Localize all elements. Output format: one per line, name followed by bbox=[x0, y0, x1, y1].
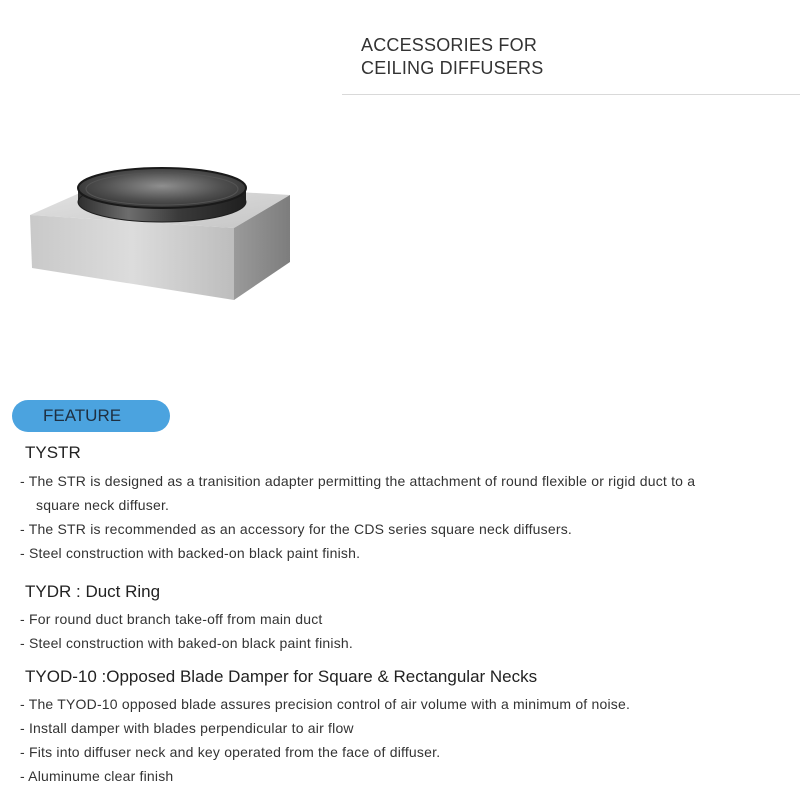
tydr-bullet-2: - Steel construction with baked-on black paint finish. bbox=[20, 635, 353, 651]
square-to-round-adapter-icon bbox=[22, 150, 302, 310]
tyod-bullet-2: - Install damper with blades perpendicular to air flow bbox=[20, 720, 354, 736]
feature-label: FEATURE bbox=[43, 406, 122, 425]
header-divider bbox=[342, 94, 800, 95]
section-title-tystr: TYSTR bbox=[25, 443, 81, 462]
tystr-bullet-1-continued: square neck diffuser. bbox=[36, 497, 170, 513]
tydr-bullet-1: - For round duct branch take-off from main duct bbox=[20, 611, 323, 627]
tystr-bullet-2: - The STR is recommended as an accessory for the CDS series square neck diffusers. bbox=[20, 521, 572, 537]
tyod-bullet-4: - Aluminume clear finish bbox=[20, 768, 174, 784]
tystr-bullet-1: - The STR is designed as a tranisition adapter permitting the attachment of round flexible or rigid duct to a bbox=[20, 473, 696, 489]
section-title-tydr: TYDR : Duct Ring bbox=[25, 582, 161, 601]
page-title-line-1: ACCESSORIES FOR bbox=[361, 35, 538, 55]
tystr-bullet-3: - Steel construction with backed-on black paint finish. bbox=[20, 545, 361, 561]
tyod-bullet-3: - Fits into diffuser neck and key operated from the face of diffuser. bbox=[20, 744, 441, 760]
page-title-line-2: CEILING DIFFUSERS bbox=[361, 58, 544, 78]
feature-badge bbox=[12, 400, 170, 432]
page-title bbox=[361, 34, 543, 80]
tyod-bullet-1: - The TYOD-10 opposed blade assures precision control of air volume with a minimum of noise. bbox=[20, 696, 631, 712]
section-title-tyod-10: TYOD-10 :Opposed Blade Damper for Square & Rectangular Necks bbox=[25, 667, 538, 686]
